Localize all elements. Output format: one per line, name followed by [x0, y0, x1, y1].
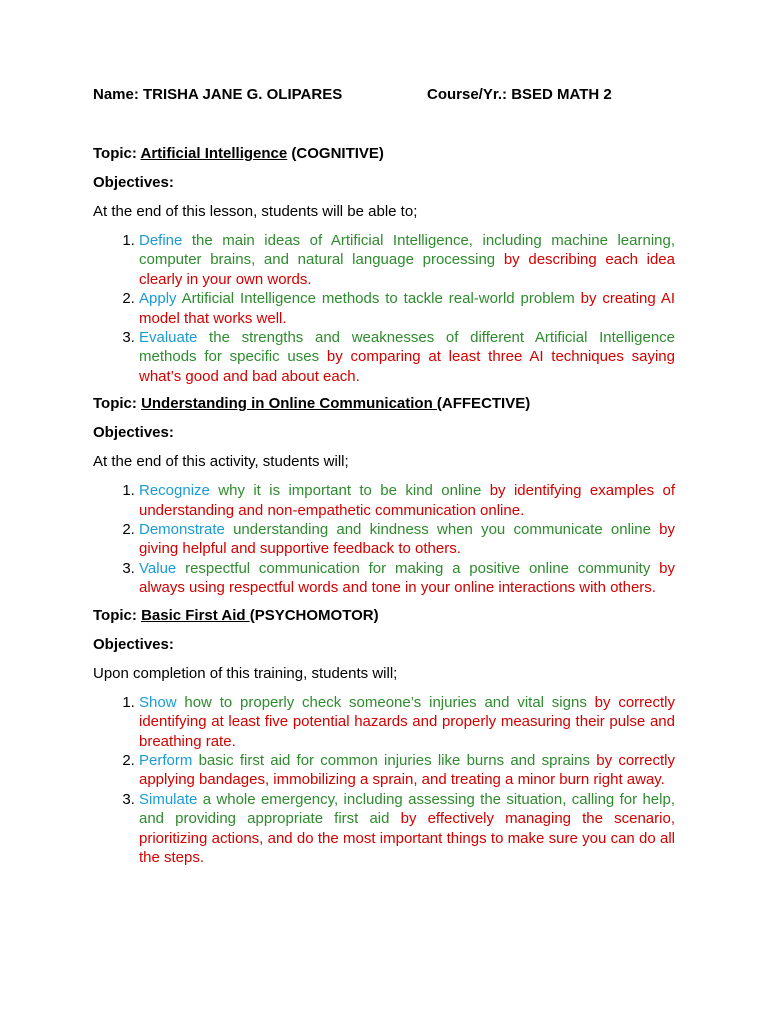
objectives-label: Objectives:: [93, 424, 174, 442]
objectives-list: [93, 693, 675, 868]
topic-heading: [93, 144, 675, 163]
objective-verb: Simulate: [139, 790, 198, 808]
objective-content: why it is important to be kind online: [209, 482, 490, 500]
objective-item: [139, 693, 675, 751]
topic-domain: (AFFECTIVE): [436, 395, 531, 413]
objective-verb: Evaluate: [139, 329, 198, 347]
objective-criteria: by comparing at least three AI techniques saying what’s good and bad about each.: [139, 348, 675, 385]
objective-item: [139, 289, 675, 328]
objective-verb: Value: [139, 559, 177, 577]
objectives-label: Objectives:: [93, 635, 174, 653]
objective-verb: Recognize: [139, 482, 210, 500]
objectives-intro: Upon completion of this training, students will;: [93, 664, 398, 682]
objective-content: Artificial Intelligence methods to tackle real-world problem: [176, 290, 581, 308]
topic-domain: (COGNITIVE): [287, 145, 384, 162]
objective-verb: Demonstrate: [139, 521, 225, 539]
objective-content: how to properly check someone’s injuries and vital signs: [176, 693, 595, 711]
objective-criteria: by giving helpful and supportive feedback to others.: [139, 521, 675, 558]
topic-heading: [93, 394, 675, 413]
objective-criteria: by correctly applying bandages, immobilizing a sprain, and treating a minor burn right away.: [139, 751, 675, 789]
objectives-label: Objectives:: [93, 174, 174, 191]
objective-content: understanding and kindness when you communicate online: [224, 521, 660, 539]
objectives-list: [93, 481, 675, 597]
objective-content: basic first aid for common injuries like burns and sprains: [192, 751, 597, 769]
objective-item: [139, 520, 675, 559]
topic-name: Basic First Aid: [141, 606, 250, 624]
objective-content: the main ideas of Artificial Intelligence, including machine learning, computer brains, and natural language processing: [139, 232, 675, 269]
objective-verb: Perform: [139, 751, 193, 769]
topic-label: Topic:: [93, 606, 137, 624]
objective-verb: Apply: [139, 290, 177, 308]
objective-content: respectful communication for making a positive online community: [176, 559, 660, 577]
objectives-list: [93, 231, 675, 386]
objective-criteria: by identifying examples of understanding and non-empathetic communication online.: [139, 482, 675, 519]
topic-name: Understanding in Online Communication: [141, 395, 437, 413]
objective-criteria: by creating AI model that works well.: [139, 290, 675, 327]
course-year: Course/Yr.: BSED MATH 2: [427, 86, 612, 103]
objective-item: [139, 328, 675, 386]
section-psychomotor: [93, 606, 675, 868]
topic-heading: [93, 606, 675, 625]
objective-content: the strengths and weaknesses of different Artificial Intelligence methods for specific uses: [139, 329, 675, 366]
objective-criteria: by correctly identifying at least five potential hazards and properly measuring their pulse and breathing rate.: [139, 693, 675, 750]
objectives-intro: At the end of this activity, students will;: [93, 453, 349, 471]
objective-content: a whole emergency, including assessing the situation, calling for help, and providing appropriate first aid: [139, 790, 675, 828]
objective-criteria: by always using respectful words and tone in your online interactions with others.: [139, 559, 675, 597]
section-cognitive: [93, 144, 675, 386]
objective-item: [139, 751, 675, 790]
document-header: [93, 86, 675, 106]
topic-label: Topic:: [93, 145, 137, 162]
student-name: Name: TRISHA JANE G. OLIPARES: [93, 86, 343, 103]
section-affective: [93, 394, 675, 597]
objectives-intro: At the end of this lesson, students will be able to;: [93, 203, 418, 220]
topic-domain: (PSYCHOMOTOR): [249, 606, 379, 624]
document-page: [93, 86, 675, 867]
topic-label: Topic:: [93, 395, 137, 413]
objective-verb: Define: [139, 232, 183, 249]
objective-item: [139, 559, 675, 598]
objective-item: [139, 790, 675, 868]
objective-criteria: by effectively managing the scenario, prioritizing actions, and do the most important things to make sure you can do all the steps.: [139, 810, 675, 866]
objective-item: [139, 481, 675, 520]
objective-item: [139, 231, 675, 289]
objective-criteria: by describing each idea clearly in your own words.: [139, 251, 675, 288]
objective-verb: Show: [139, 693, 177, 711]
topic-name: Artificial Intelligence: [140, 145, 288, 162]
